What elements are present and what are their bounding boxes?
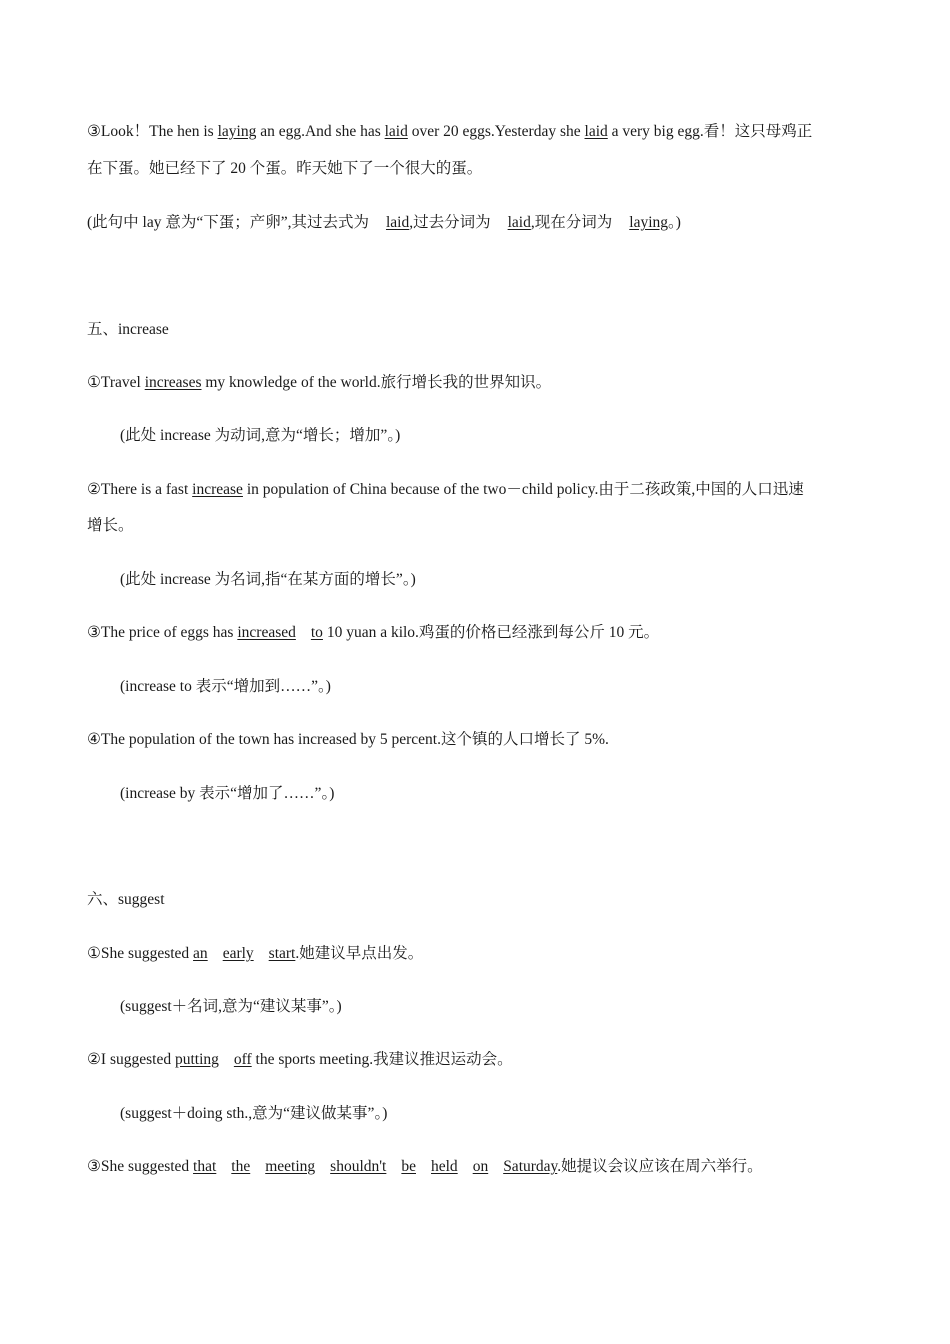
answer-word: held — [431, 1158, 458, 1175]
note-text: (此句中 lay 意为“下蛋；产卵”,其过去式为 — [87, 214, 369, 231]
section6-item2 — [87, 1050, 870, 1070]
section5-note1: (此处 increase 为动词,意为“增长；增加”。) — [120, 427, 401, 444]
sentence-text: a very big egg.看！这只母鸡正 — [607, 123, 813, 140]
section6-heading: 六、suggest — [87, 891, 165, 908]
sentence-text: .她提议会议应该在周六举行。 — [557, 1158, 763, 1175]
sentence-text: the sports meeting.我建议推迟运动会。 — [251, 1051, 513, 1068]
section5-item2-line2: 增长。 — [87, 517, 134, 534]
sentence-text: 10 yuan a kilo.鸡蛋的价格已经涨到每公斤 10 元。 — [322, 624, 660, 641]
sentence-text: over 20 eggs.Yesterday she — [407, 123, 585, 140]
sentence-text: The price of eggs has — [100, 624, 238, 641]
answer-word: start — [268, 945, 296, 962]
note-text: ,过去分词为 — [409, 214, 491, 231]
section4-item3-line2: 在下蛋。她已经下了 20 个蛋。昨天她下了一个很大的蛋。 — [87, 160, 483, 177]
sentence-text: There is a fast — [100, 481, 193, 498]
sentence-text: Travel — [100, 374, 145, 391]
answer-word: on — [472, 1158, 489, 1175]
item-number: ③ — [87, 123, 101, 140]
answer-word: that — [193, 1158, 217, 1175]
answer-blank: laid — [584, 123, 608, 140]
note-text: 。) — [668, 214, 681, 231]
answer-word: to — [310, 624, 323, 641]
answer-word: an — [193, 945, 208, 962]
section6-item3 — [87, 1157, 870, 1177]
answer-word: off — [233, 1051, 252, 1068]
item-number: ① — [87, 945, 101, 962]
sentence-text: The population of the town has increased by 5 percent.这个镇的人口增长了 5%. — [100, 731, 609, 748]
answer-word: early — [222, 945, 254, 962]
section5-item1 — [87, 373, 870, 393]
answer-word: Saturday — [503, 1158, 558, 1175]
answer-blank: laying — [217, 123, 257, 140]
sentence-text: in population of China because of the two－child policy.由于二孩政策,中国的人口迅速 — [242, 481, 804, 498]
item-number: ③ — [87, 624, 101, 641]
sentence-text: She suggested — [100, 1158, 194, 1175]
answer-blank — [193, 1158, 557, 1175]
answer-word: meeting — [265, 1158, 316, 1175]
section5-item3 — [87, 623, 870, 643]
answer-blank: laying — [629, 214, 669, 231]
answer-blank: laid — [384, 123, 408, 140]
sentence-text: .她建议早点出发。 — [295, 945, 424, 962]
item-number: ① — [87, 374, 101, 391]
section6-note1: (suggest＋名词,意为“建议某事”。) — [120, 998, 342, 1015]
sentence-text: Look！The hen is — [100, 123, 218, 140]
sentence-text: my knowledge of the world.旅行增长我的世界知识。 — [201, 374, 552, 391]
section5-note3: (increase to 表示“增加到……”。) — [120, 678, 331, 695]
section6-note2: (suggest＋doing sth.,意为“建议做某事”。) — [120, 1105, 388, 1122]
section5-note2: (此处 increase 为名词,指“在某方面的增长”。) — [120, 571, 416, 588]
answer-blank: increases — [144, 374, 202, 391]
section6-item1 — [87, 944, 870, 964]
item-number: ② — [87, 1051, 101, 1068]
answer-word: increased — [237, 624, 296, 641]
answer-word: putting — [174, 1051, 219, 1068]
section4-item3-note — [87, 213, 870, 233]
section5-item2-line1 — [87, 480, 870, 500]
answer-word: shouldn't — [330, 1158, 387, 1175]
answer-blank — [175, 1051, 252, 1068]
item-number: ④ — [87, 731, 101, 748]
section5-heading: 五、increase — [87, 321, 169, 338]
note-text: ,现在分词为 — [530, 214, 613, 231]
answer-blank — [237, 624, 323, 641]
sentence-text: an egg.And she has — [256, 123, 385, 140]
answer-word: be — [401, 1158, 416, 1175]
section4-item3-line1 — [87, 122, 870, 142]
section5-item4 — [87, 730, 870, 750]
answer-blank: laid — [507, 214, 531, 231]
item-number: ③ — [87, 1158, 101, 1175]
sentence-text: I suggested — [100, 1051, 175, 1068]
item-number: ② — [87, 481, 101, 498]
answer-blank: laid — [385, 214, 410, 231]
answer-word: the — [231, 1158, 251, 1175]
sentence-text: She suggested — [100, 945, 194, 962]
answer-blank: increase — [192, 481, 243, 498]
answer-blank — [193, 945, 295, 962]
section5-note4: (increase by 表示“增加了……”。) — [120, 785, 335, 802]
